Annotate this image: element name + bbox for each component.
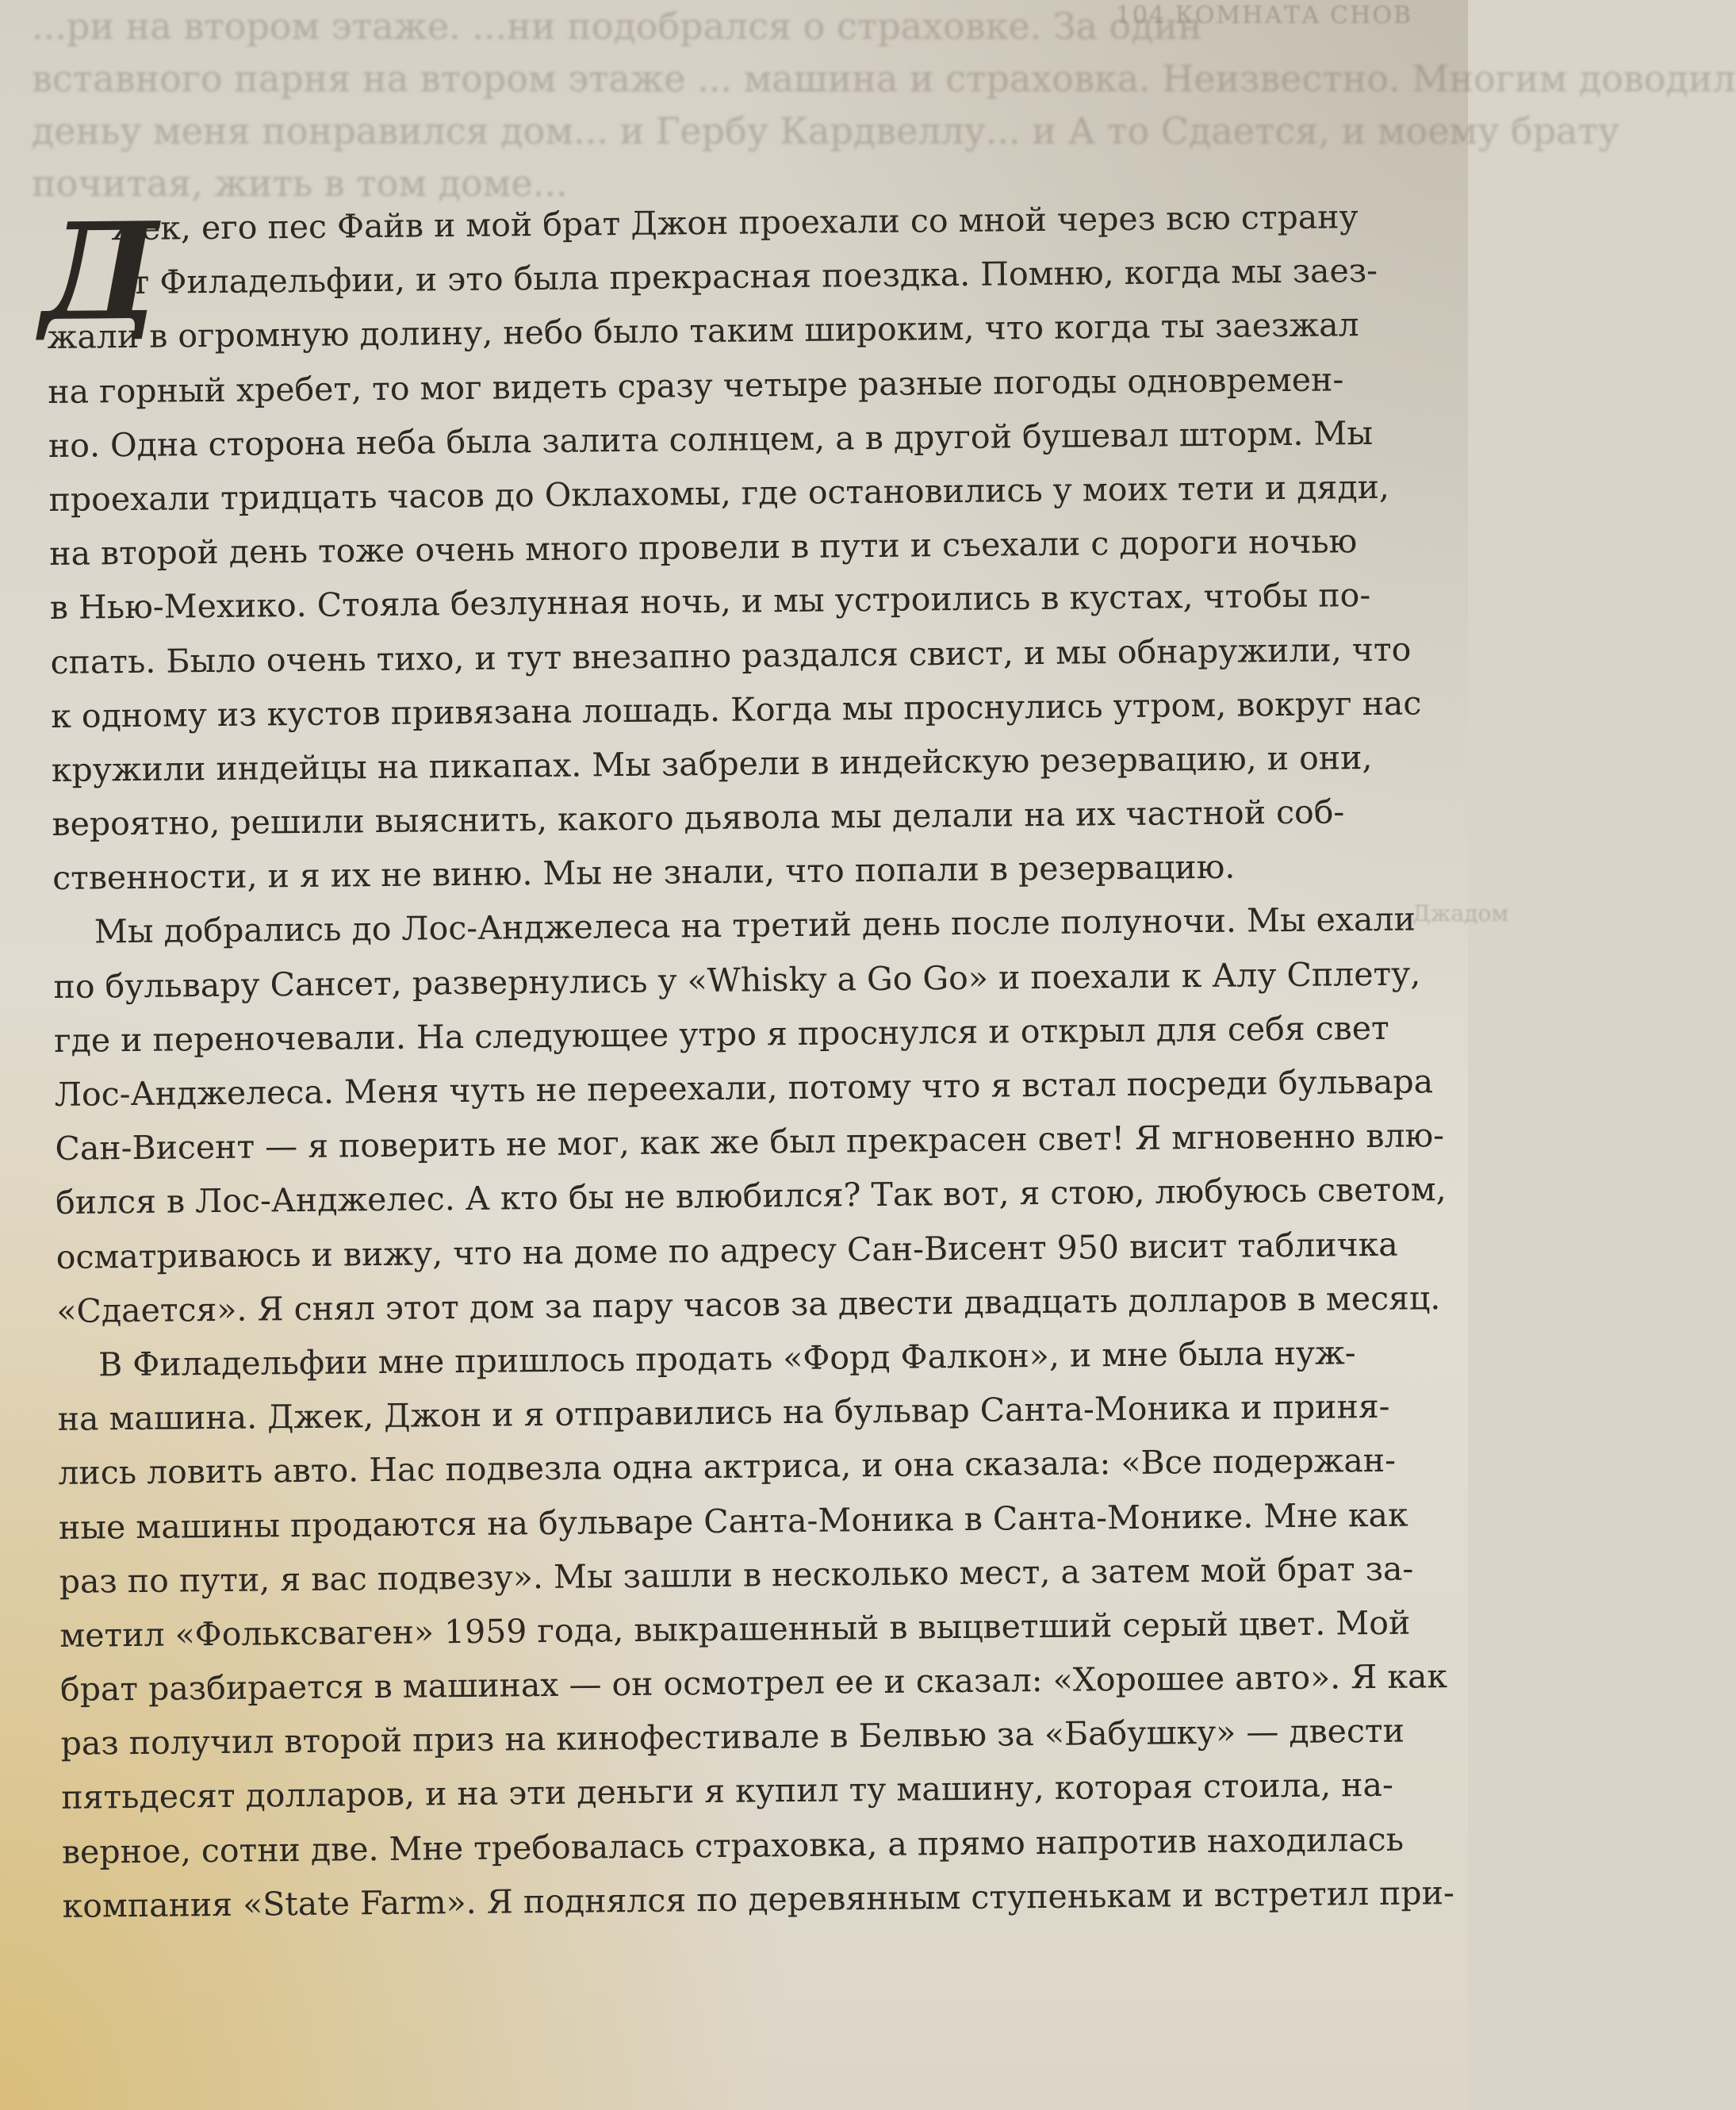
text-line: по бульвару Сансет, развернулись у «Whisky a Go Go» и поехали к Алу Сплету, (53, 954, 1421, 1006)
text-line: лись ловить авто. Нас подвезла одна актриса, и она сказала: «Все подержан- (58, 1441, 1397, 1493)
text-line: «Сдается». Я снял этот дом за пару часов за двести двадцать долларов в месяц. (56, 1278, 1441, 1330)
text-line: в Нью-Мехико. Стояла безлунная ночь, и мы устроились в кустах, чтобы по- (49, 576, 1371, 627)
text-line: Лос-Анджелеса. Меня чуть не переехали, потому что я встал посреди бульвара (54, 1062, 1434, 1114)
text-line: пятьдесят долларов, и на эти деньги я купил ту машину, которая стоила, на- (61, 1766, 1394, 1817)
text-line: жек, его пес Файв и мой брат Джон проехали со мной через всю страну (111, 198, 1359, 248)
running-head-bleed: 104 КОМНАТА СНОВ (1115, 2, 1412, 29)
text-line: жали в огромную долину, небо было таким широким, что когда ты заезжал (47, 305, 1359, 357)
paragraph-1 (46, 190, 1422, 906)
text-line: ственности, и я их не виню. Мы не знали, что попали в резервацию. (52, 847, 1236, 898)
text-line: вероятно, решили выяснить, какого дьявола мы делали на их частной соб- (52, 792, 1345, 844)
text-line: Сан-Висент — я поверить не мог, как же был прекрасен свет! Я мгновенно влю- (55, 1116, 1445, 1168)
text-line: метил «Фольксваген» 1959 года, выкрашенный в выцветший серый цвет. Мой (59, 1603, 1411, 1655)
ghost-line: деньу меня понравился дом... и Гербу Кардвеллу... и А то Сдается, и моему брату (32, 109, 1619, 152)
paragraph-3 (57, 1325, 1455, 1933)
ghost-line: вставного парня на втором этаже ... машина и страховка. Неизвестно. Многим доводил (32, 57, 1736, 100)
text-line: но. Одна сторона неба была залита солнцем, а в другой бушевал шторм. Мы (48, 413, 1374, 465)
text-line: бился в Лос-Анджелес. А кто бы не влюбился? Так вот, я стою, любуюсь светом, (55, 1170, 1447, 1222)
show-through-text (32, 0, 1736, 206)
ghost-line: почитая, жить в том доме... (32, 162, 568, 205)
text-line: компания «State Farm». Я поднялся по деревянным ступенькам и встретил при- (62, 1873, 1455, 1925)
text-line: раз по пути, я вас подвезу». Мы зашли в несколько мест, а затем мой брат за- (59, 1549, 1414, 1601)
text-line: брат разбирается в машинах — он осмотрел ее и сказал: «Хорошее авто». Я как (59, 1657, 1448, 1709)
paragraph-2 (53, 892, 1447, 1338)
body-text (39, 190, 1455, 1933)
text-line: верное, сотни две. Мне требовалась страховка, а прямо напротив находилась (61, 1820, 1405, 1871)
drop-cap: Д (39, 192, 160, 351)
text-line: где и переночевали. На следующее утро я проснулся и открыл для себя свет (53, 1008, 1389, 1060)
text-line: Мы добрались до Лос-Анджелеса на третий день после полуночи. Мы ехали (94, 900, 1416, 951)
text-line: раз получил второй приз на кинофестивале в Белвью за «Бабушку» — двести (60, 1711, 1405, 1763)
text-line: осматриваюсь и вижу, что на доме по адресу Сан-Висент 950 висит табличка (56, 1225, 1398, 1276)
side-show-through: Джадом (1412, 900, 1509, 926)
text-line: от Филадельфии, и это была прекрасная поездка. Помню, когда мы заез- (111, 251, 1378, 302)
text-line: кружили индейцы на пикапах. Мы забрели в индейскую резервацию, и они, (51, 738, 1373, 789)
text-line: спать. Было очень тихо, и тут внезапно раздался свист, и мы обнаружили, что (50, 630, 1412, 681)
text-line: на горный хребет, то мог видеть сразу четыре разные погоды одновремен- (48, 359, 1344, 411)
text-line: к одному из кустов привязана лошадь. Когда мы проснулись утром, вокруг нас (50, 684, 1422, 735)
text-line: на машина. Джек, Джон и я отправились на бульвар Санта-Моника и приня- (57, 1387, 1390, 1439)
text-line: В Филадельфии мне пришлось продать «Форд Фалкон», и мне была нуж- (98, 1333, 1356, 1384)
text-line: на второй день тоже очень много провели в пути и съехали с дороги ночью (49, 522, 1358, 574)
text-line: проехали тридцать часов до Оклахомы, где остановились у моих тети и дяди, (48, 467, 1390, 519)
ghost-line: ...ри на втором этаже. ...ни подобрался о страховке. За один (32, 5, 1202, 48)
text-line: ные машины продаются на бульваре Санта-Моника в Санта-Монике. Мне как (58, 1495, 1408, 1547)
